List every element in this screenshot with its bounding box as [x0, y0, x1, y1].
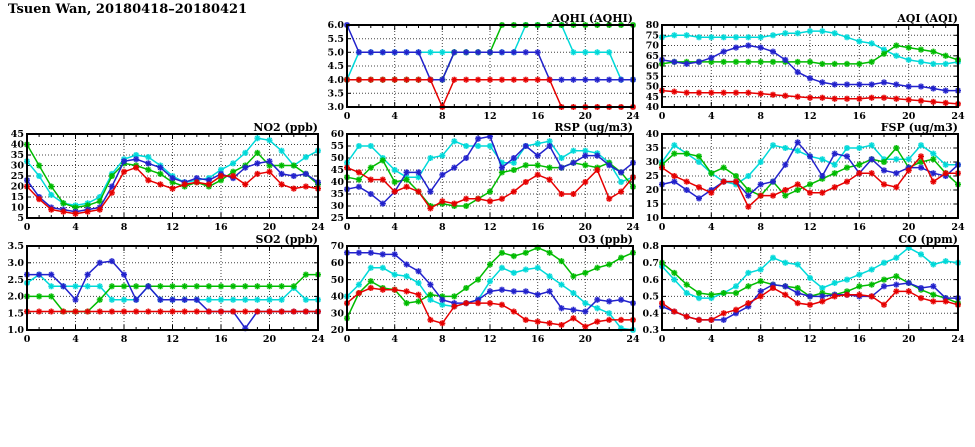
svg-text:12: 12 — [483, 334, 497, 345]
svg-text:50: 50 — [330, 153, 344, 165]
svg-text:24: 24 — [626, 334, 640, 345]
svg-text:8: 8 — [757, 334, 765, 345]
svg-text:16: 16 — [214, 222, 228, 233]
svg-text:0.4: 0.4 — [642, 308, 659, 320]
svg-text:16: 16 — [852, 334, 866, 345]
svg-text:45: 45 — [330, 165, 344, 177]
svg-text:FSP (ug/m3): FSP (ug/m3) — [880, 121, 958, 134]
svg-text:4: 4 — [391, 222, 399, 233]
svg-text:2.0: 2.0 — [7, 291, 24, 303]
svg-text:0.6: 0.6 — [642, 274, 659, 286]
svg-text:16: 16 — [531, 334, 545, 345]
svg-text:8: 8 — [120, 222, 128, 233]
svg-text:O3 (ppb): O3 (ppb) — [578, 233, 633, 246]
chart-aqhi — [321, 12, 649, 122]
svg-text:24: 24 — [626, 222, 640, 233]
svg-text:0: 0 — [343, 334, 351, 345]
svg-text:35: 35 — [10, 150, 24, 162]
svg-text:25: 25 — [330, 213, 344, 225]
svg-text:24: 24 — [626, 111, 640, 122]
svg-text:12: 12 — [165, 222, 180, 233]
chart-o3 — [321, 233, 649, 345]
svg-text:40: 40 — [330, 177, 344, 189]
svg-text:16: 16 — [531, 111, 545, 122]
svg-text:12: 12 — [483, 111, 497, 122]
svg-text:0: 0 — [343, 222, 351, 233]
svg-text:2.5: 2.5 — [7, 274, 24, 286]
svg-text:24: 24 — [311, 222, 325, 233]
svg-text:16: 16 — [852, 222, 866, 233]
svg-text:60: 60 — [645, 61, 659, 73]
svg-text:0.7: 0.7 — [642, 258, 659, 269]
svg-text:AQHI (AQHI): AQHI (AQHI) — [551, 12, 633, 25]
svg-text:3.5: 3.5 — [327, 88, 344, 100]
svg-text:8: 8 — [438, 111, 446, 122]
svg-text:24: 24 — [951, 334, 965, 345]
svg-text:60: 60 — [330, 258, 344, 269]
svg-text:8: 8 — [438, 334, 446, 345]
svg-text:20: 20 — [578, 111, 592, 122]
svg-text:20: 20 — [262, 222, 277, 233]
svg-text:3.5: 3.5 — [7, 241, 24, 253]
svg-text:75: 75 — [645, 30, 659, 42]
svg-text:24: 24 — [311, 334, 325, 345]
svg-text:80: 80 — [645, 20, 659, 32]
chart-aqi — [636, 12, 974, 122]
svg-text:1.0: 1.0 — [7, 325, 24, 337]
svg-text:60: 60 — [330, 129, 344, 141]
svg-text:5: 5 — [17, 213, 24, 225]
svg-text:0.8: 0.8 — [642, 241, 659, 253]
svg-text:10: 10 — [10, 202, 24, 214]
svg-text:15: 15 — [10, 192, 24, 204]
svg-text:0: 0 — [658, 111, 666, 122]
svg-text:1.5: 1.5 — [7, 308, 24, 320]
svg-text:0: 0 — [658, 334, 666, 345]
svg-text:0: 0 — [23, 222, 31, 233]
svg-text:16: 16 — [214, 334, 228, 345]
svg-text:AQI (AQI): AQI (AQI) — [897, 12, 958, 25]
chart-fsp — [636, 121, 974, 233]
svg-text:35: 35 — [330, 189, 344, 201]
svg-text:40: 40 — [330, 291, 344, 303]
svg-text:30: 30 — [10, 160, 24, 172]
svg-text:0: 0 — [23, 334, 31, 345]
svg-text:5.5: 5.5 — [327, 33, 344, 45]
svg-text:45: 45 — [10, 129, 24, 141]
svg-text:50: 50 — [645, 81, 659, 93]
svg-text:8: 8 — [438, 222, 446, 233]
chart-co — [636, 233, 974, 345]
svg-text:25: 25 — [10, 171, 24, 183]
svg-text:20: 20 — [902, 222, 916, 233]
svg-text:12: 12 — [803, 111, 817, 122]
svg-text:20: 20 — [10, 181, 24, 193]
svg-text:12: 12 — [803, 334, 817, 345]
svg-text:8: 8 — [757, 111, 765, 122]
svg-text:4: 4 — [707, 111, 715, 122]
svg-text:20: 20 — [902, 334, 916, 345]
svg-text:RSP (ug/m3): RSP (ug/m3) — [554, 121, 633, 134]
svg-text:20: 20 — [330, 325, 344, 337]
svg-text:4: 4 — [707, 222, 715, 233]
svg-text:30: 30 — [330, 308, 344, 320]
svg-text:24: 24 — [951, 111, 965, 122]
svg-text:CO (ppm): CO (ppm) — [898, 233, 958, 246]
svg-text:20: 20 — [578, 222, 592, 233]
svg-text:NO2 (ppb): NO2 (ppb) — [253, 121, 318, 134]
svg-text:6.0: 6.0 — [327, 20, 344, 32]
svg-text:20: 20 — [645, 185, 659, 197]
svg-text:50: 50 — [330, 274, 344, 286]
svg-text:3.0: 3.0 — [7, 258, 24, 269]
svg-text:4: 4 — [391, 111, 399, 122]
chart-rsp — [321, 121, 649, 233]
svg-text:40: 40 — [645, 102, 659, 114]
svg-text:15: 15 — [645, 199, 659, 211]
svg-text:4: 4 — [72, 222, 79, 233]
svg-text:70: 70 — [645, 40, 659, 52]
svg-text:35: 35 — [645, 143, 659, 155]
svg-text:4: 4 — [391, 334, 399, 345]
svg-text:8: 8 — [120, 334, 128, 345]
svg-text:10: 10 — [645, 213, 659, 225]
chart-no2 — [1, 121, 334, 233]
svg-text:4.5: 4.5 — [327, 61, 344, 73]
svg-text:4.0: 4.0 — [327, 74, 344, 86]
svg-text:24: 24 — [951, 222, 965, 233]
svg-text:8: 8 — [757, 222, 765, 233]
svg-text:20: 20 — [578, 334, 592, 345]
svg-text:0.5: 0.5 — [642, 291, 659, 303]
svg-text:40: 40 — [10, 139, 24, 151]
svg-text:5.0: 5.0 — [327, 47, 344, 59]
svg-text:4: 4 — [707, 334, 715, 345]
svg-text:20: 20 — [902, 111, 916, 122]
svg-text:16: 16 — [531, 222, 545, 233]
svg-text:70: 70 — [330, 241, 344, 253]
svg-text:12: 12 — [483, 222, 497, 233]
svg-text:3.0: 3.0 — [327, 102, 344, 114]
svg-text:45: 45 — [645, 92, 659, 103]
svg-text:0: 0 — [658, 222, 666, 233]
svg-text:55: 55 — [645, 71, 659, 83]
svg-text:55: 55 — [330, 141, 344, 153]
svg-text:12: 12 — [165, 334, 180, 345]
svg-text:30: 30 — [645, 157, 659, 169]
svg-text:25: 25 — [645, 171, 659, 183]
svg-text:16: 16 — [852, 111, 866, 122]
svg-text:4: 4 — [72, 334, 79, 345]
svg-text:12: 12 — [803, 222, 817, 233]
svg-text:0.3: 0.3 — [642, 325, 659, 337]
svg-text:65: 65 — [645, 51, 659, 62]
svg-text:40: 40 — [645, 129, 659, 141]
svg-text:20: 20 — [262, 334, 277, 345]
chart-so2 — [1, 233, 334, 345]
page-title: Tsuen Wan, 20180418–20180421 — [8, 2, 248, 17]
svg-text:0: 0 — [343, 111, 351, 122]
svg-text:SO2 (ppb): SO2 (ppb) — [255, 233, 318, 246]
svg-text:30: 30 — [330, 201, 344, 213]
